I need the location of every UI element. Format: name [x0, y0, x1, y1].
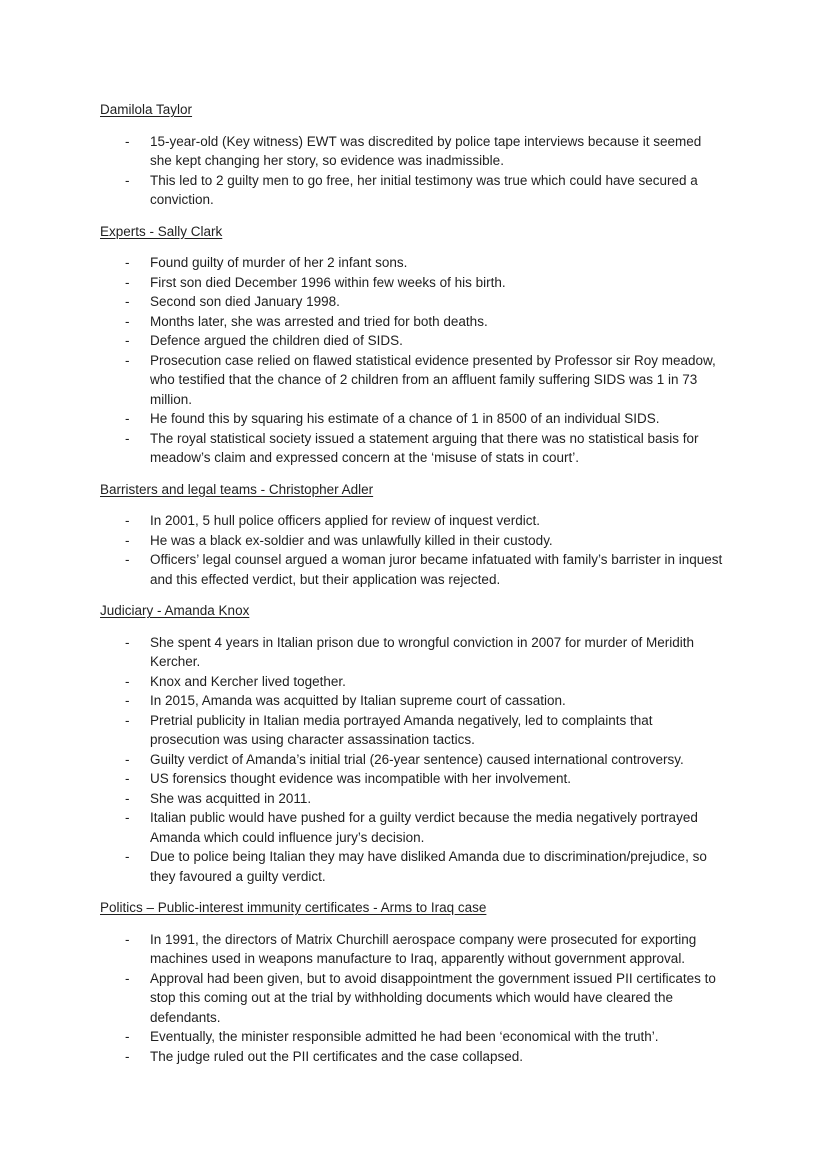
bullet-item: - He was a black ex-soldier and was unlawfully killed in their custody.	[150, 531, 724, 551]
bullet-item: - In 2001, 5 hull police officers applied for review of inquest verdict.	[150, 511, 724, 531]
bullet-item: - Knox and Kercher lived together.	[150, 672, 724, 692]
bullet-item: - Second son died January 1998.	[150, 292, 724, 312]
bullet-item: - Eventually, the minister responsible admitted he had been ‘economical with the truth’.	[150, 1027, 724, 1047]
bullet-item: - This led to 2 guilty men to go free, her initial testimony was true which could have secured a conviction.	[150, 171, 724, 210]
bullet-item: - Due to police being Italian they may have disliked Amanda due to discrimination/prejudice, so they favoured a guilty verdict.	[150, 847, 724, 886]
bullet-list	[100, 511, 724, 589]
bullet-item: - First son died December 1996 within few weeks of his birth.	[150, 273, 724, 293]
bullet-item: - Months later, she was arrested and tried for both deaths.	[150, 312, 724, 332]
bullet-item: - He found this by squaring his estimate of a chance of 1 in 8500 of an individual SIDS.	[150, 409, 724, 429]
bullet-list	[100, 930, 724, 1067]
bullet-item: - Pretrial publicity in Italian media portrayed Amanda negatively, led to complaints that prosecution was using character assassination tactics.	[150, 711, 724, 750]
section-heading: Damilola Taylor	[100, 102, 193, 117]
section-heading: Barristers and legal teams - Christopher Adler	[100, 481, 374, 497]
bullet-item: - Italian public would have pushed for a guilty verdict because the media negatively portrayed Amanda which could influence jury’s decision.	[150, 808, 724, 847]
bullet-list	[100, 132, 724, 210]
section-heading: Experts - Sally Clark	[100, 223, 223, 239]
bullet-item: - Guilty verdict of Amanda’s initial trial (26-year sentence) caused international controversy.	[150, 750, 724, 770]
bullet-item: - The judge ruled out the PII certificates and the case collapsed.	[150, 1047, 724, 1067]
section-heading: Politics – Public-interest immunity certificates - Arms to Iraq case	[100, 900, 487, 915]
bullet-item: - The royal statistical society issued a statement arguing that there was no statistical basis for meadow’s claim and expressed concern at the ‘misuse of stats in court’.	[150, 429, 724, 468]
bullet-item: - Found guilty of murder of her 2 infant sons.	[150, 253, 724, 273]
bullet-item: - She spent 4 years in Italian prison due to wrongful conviction in 2007 for murder of Meridith Kercher.	[150, 633, 724, 672]
bullet-item: - US forensics thought evidence was incompatible with her involvement.	[150, 769, 724, 789]
bullet-item: - In 2015, Amanda was acquitted by Italian supreme court of cassation.	[150, 691, 724, 711]
bullet-item: - 15-year-old (Key witness) EWT was discredited by police tape interviews because it seemed she kept changing her story, so evidence was inadmissible.	[150, 132, 724, 171]
bullet-item: - She was acquitted in 2011.	[150, 789, 724, 809]
bullet-item: - Prosecution case relied on flawed statistical evidence presented by Professor sir Roy meadow, who testified that the chance of 2 children from an affluent family suffering SIDS was 1 in 73 million.	[150, 351, 724, 410]
notes-content	[100, 100, 724, 1066]
bullet-list	[100, 633, 724, 887]
bullet-item: - In 1991, the directors of Matrix Churchill aerospace company were prosecuted for exporting machines used in weapons manufacture to Iraq, apparently without government approval.	[150, 930, 724, 969]
bullet-item: - Defence argued the children died of SIDS.	[150, 331, 724, 351]
bullet-item: - Approval had been given, but to avoid disappointment the government issued PII certificates to stop this coming out at the trial by withholding documents which would have cleared the defendants.	[150, 969, 724, 1028]
bullet-item: - Officers’ legal counsel argued a woman juror became infatuated with family’s barrister in inquest and this effected verdict, but their application was rejected.	[150, 550, 724, 589]
section-heading: Judiciary - Amanda Knox	[100, 603, 250, 618]
bullet-list	[100, 253, 724, 468]
